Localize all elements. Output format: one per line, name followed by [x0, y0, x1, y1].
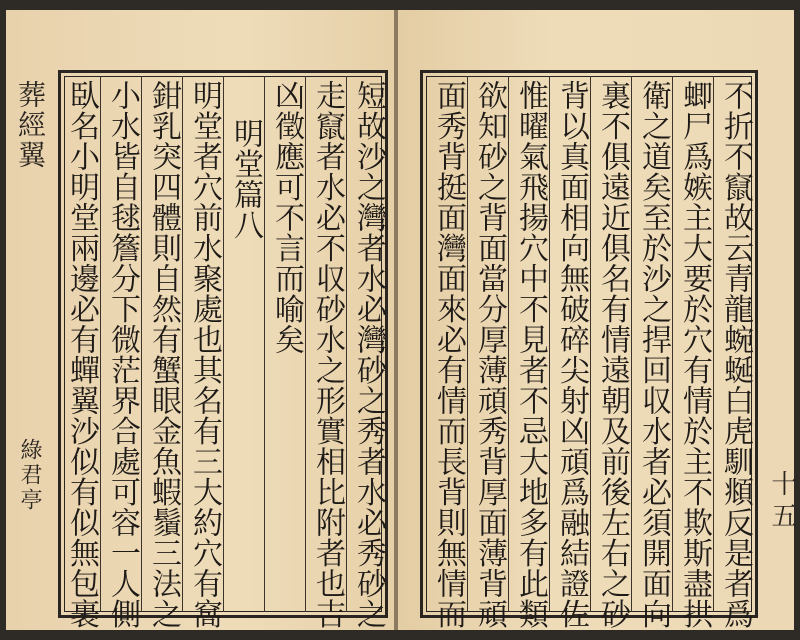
column-rule	[631, 76, 632, 612]
column-rule	[549, 76, 550, 612]
text-column: 小水皆自毬簷分下微茫界合處可容一人側	[105, 80, 140, 629]
text-column: 明堂者穴前水聚處也其名有三大約穴有窩	[187, 80, 222, 629]
page-number: 十五	[767, 470, 797, 534]
column-rule	[467, 76, 468, 612]
section-heading: 明堂篇八	[228, 118, 263, 240]
text-column: 惟曜氣飛揚穴中不見者不忌大地多有此類	[513, 80, 548, 629]
column-rule	[713, 76, 714, 612]
publisher-mark: 綠君亭	[17, 438, 42, 513]
column-rule	[590, 76, 591, 612]
column-rule	[223, 76, 224, 612]
column-rule	[508, 76, 509, 612]
column-rule	[182, 76, 183, 612]
column-rule	[141, 76, 142, 612]
book-margin-title: 葬經翼	[14, 80, 47, 170]
text-column: 背以真面相向無破碎尖射凶頑爲融結證佐	[554, 80, 589, 629]
text-column: 蝍尸爲嫉主大要於穴有情於主不欺斯盡拱	[677, 80, 712, 629]
text-column: 臥名小明堂兩邊必有蟬翼沙似有似無包裹	[64, 80, 99, 629]
text-column: 面秀背挺面灣面來必有情而長背則無情而	[431, 80, 466, 629]
column-rule	[305, 76, 306, 612]
text-column: 欲知砂之背面當分厚薄頑秀背厚面薄背頑	[472, 80, 507, 629]
text-column: 裏不俱遠近俱名有情遠朝及前後左右之砂	[595, 80, 630, 629]
text-column: 凶徵應可不言而喻矣	[269, 80, 304, 355]
column-rule	[264, 76, 265, 612]
text-column: 鉗乳突四體則自然有蟹眼金魚蝦鬚三法之	[146, 80, 181, 629]
text-column: 不折不竄故云青龍蜿蜒白虎馴頫反是者爲	[718, 80, 753, 629]
text-column: 短故沙之灣者水必灣砂之秀者水必秀砂之	[351, 80, 386, 629]
text-column: 走竄者水必不収砂水之形實相比附者也吉	[310, 80, 345, 629]
column-rule	[100, 76, 101, 612]
text-column: 衛之道矣至於沙之捍回収水者必須開面向	[636, 80, 671, 629]
column-rule	[672, 76, 673, 612]
column-rule	[346, 76, 347, 612]
